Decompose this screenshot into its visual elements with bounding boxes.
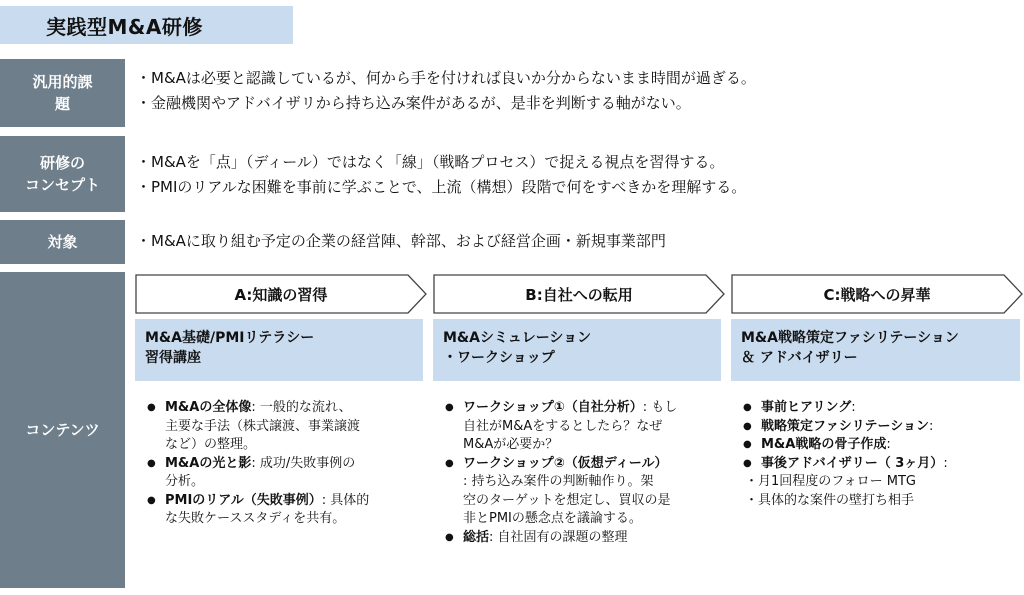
row-label-line: 汎用的課 — [32, 73, 93, 91]
item-text: 主要な手法（株式譲渡、事業譲渡 — [165, 418, 361, 434]
item-text: : — [886, 437, 891, 452]
item-text: 非とPMIの懸念点を議論する。 — [463, 511, 642, 526]
phase-arrow-b — [433, 274, 725, 314]
subhead-line: M&A戦略策定ファシリテーション — [741, 330, 959, 346]
row-label-concept — [0, 136, 125, 212]
item-text: : — [851, 400, 856, 415]
row-label-line: コンセプト — [24, 176, 100, 194]
row-label-line: コンテンツ — [25, 421, 100, 439]
content-column-b — [441, 399, 721, 547]
target-line: ・M&Aに取り組む予定の企業の経営陣、幹部、および経営企画・新規事業部門 — [136, 232, 666, 250]
item-heading: M&Aの全体像 — [165, 400, 252, 415]
row-text-issues — [136, 66, 756, 116]
row-label-line: 研修の — [39, 154, 85, 172]
subhead-line: M&Aシミュレーション — [443, 330, 592, 346]
issue-line: ・M&Aは必要と認識しているが、何から手を付ければ良いか分からないまま時間が過ぎる。 — [136, 69, 756, 87]
list-item — [739, 418, 1019, 437]
subhead-a — [135, 319, 423, 381]
note-line: ・月1回程度のフォロー MTG — [745, 474, 916, 489]
subhead-c — [731, 319, 1020, 381]
concept-line: ・M&Aを「点」（ディール）ではなく「線」（戦略プロセス）で捉える視点を習得する。 — [136, 153, 725, 171]
row-label-line: 題 — [54, 95, 70, 113]
concept-line: ・PMIのリアルな困難を事前に学ぶことで、上流（構想）段階で何をすべきかを理解する。 — [136, 178, 747, 196]
item-text: 空のターゲットを想定し、買収の是 — [463, 492, 671, 508]
item-heading: 総括 — [463, 529, 490, 545]
item-heading: 事前ヒアリング — [761, 400, 852, 415]
phase-arrow-a — [135, 274, 427, 314]
list-item — [739, 436, 1019, 455]
item-heading: ワークショップ①（自社分析） — [463, 400, 643, 415]
list-item — [441, 455, 721, 529]
item-text: な失敗ケーススタディを共有。 — [165, 511, 346, 526]
item-text: : 持ち込み案件の判断軸作り。架 — [463, 474, 654, 489]
row-label-issues — [0, 59, 125, 127]
item-text: : 自社固有の課題の整理 — [489, 529, 628, 545]
row-label-contents — [0, 272, 125, 588]
phase-label: B:自社への転用 — [525, 285, 633, 304]
list-item — [739, 399, 1019, 418]
item-text: 自社がM&Aをするとしたら？なぜ — [463, 418, 663, 434]
issue-line: ・金融機関やアドバイザリから持ち込み案件があるが、是非を判断する軸がない。 — [136, 94, 691, 112]
item-text: 分析。 — [165, 474, 205, 489]
list-item — [441, 529, 721, 548]
subhead-b — [433, 319, 721, 381]
item-text: : 成功/失敗事例の — [251, 455, 356, 471]
content-column-c — [739, 399, 1019, 510]
page-title: 実践型M&A研修 — [46, 14, 203, 39]
subhead-line: ・ワークショップ — [443, 350, 555, 366]
page-title-box — [0, 6, 293, 44]
subhead-line: 習得講座 — [145, 350, 201, 366]
row-label-line: 対象 — [47, 233, 78, 251]
note-line: ・具体的な案件の壁打ち相手 — [745, 492, 915, 508]
row-label-target — [0, 220, 125, 264]
item-heading: 戦略策定ファシリテーション — [761, 418, 929, 434]
phase-label: C:戦略への昇華 — [823, 285, 931, 304]
list-item — [441, 399, 721, 455]
row-text-concept — [136, 150, 746, 200]
subhead-line: ＆ アドバイザリー — [741, 350, 858, 366]
content-column-a — [143, 399, 418, 529]
item-text: : 一般的な流れ、 — [251, 400, 352, 415]
list-item — [143, 399, 418, 455]
item-text: : — [928, 418, 934, 434]
row-text-target — [136, 229, 666, 254]
item-text: : 具体的 — [321, 492, 370, 508]
phase-label: A:知識の習得 — [234, 285, 328, 304]
phase-arrow-c — [731, 274, 1023, 314]
item-heading: M&A戦略の骨子作成 — [761, 437, 887, 452]
list-item — [143, 492, 418, 529]
item-text: : もし — [642, 400, 678, 415]
item-heading: PMIのリアル（失敗事例） — [165, 492, 322, 508]
item-text: など）の整理。 — [165, 437, 257, 452]
subhead-line: M&A基礎/PMIリテラシー — [145, 330, 315, 346]
item-heading: 事後アドバイザリー（ 3ヶ月） — [761, 455, 944, 471]
item-text: M&Aが必要か？ — [463, 437, 559, 452]
item-text: : — [943, 455, 948, 471]
list-item — [739, 455, 1019, 474]
item-heading: ワークショップ②（仮想ディール） — [463, 455, 668, 471]
list-item — [143, 455, 418, 492]
item-heading: M&Aの光と影 — [165, 455, 252, 471]
